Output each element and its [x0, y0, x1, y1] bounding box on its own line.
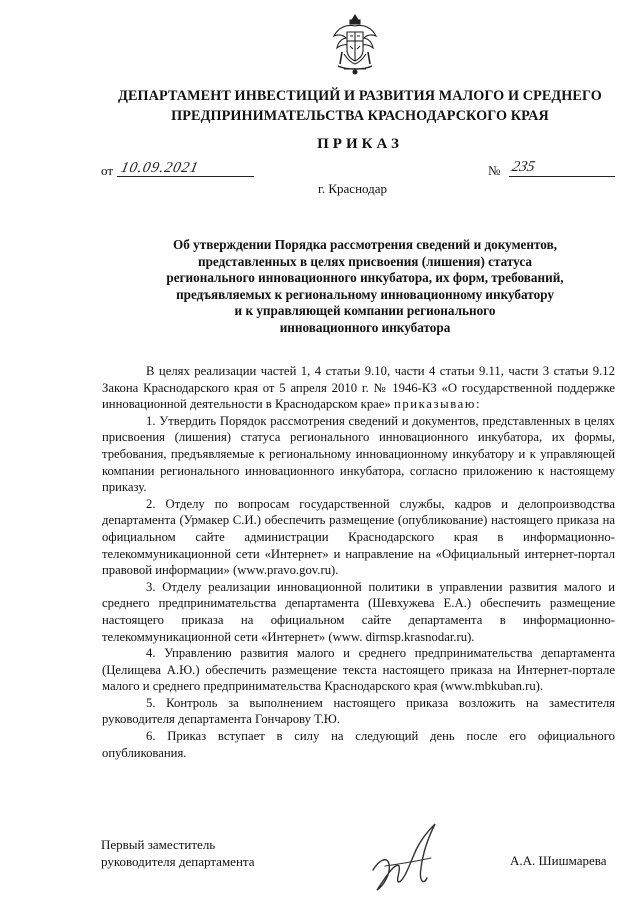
signer-position-line1: Первый заместитель [101, 837, 216, 852]
signer-position-line2: руководителя департамента [101, 854, 255, 869]
signer-name: А.А. Шишмарева [510, 853, 607, 868]
order-item: 4. Управлению развития малого и среднего предпринимательства департамента (Целищева А.Ю.) обеспечить размещение текста настоящего приказа на Интернет-портале малого и среднего предпринимательства Краснодарского края (www.mbkuban.ru). [102, 646, 615, 694]
order-item: 6. Приказ вступает в силу на следующий день после его официального опубликования. [102, 729, 615, 760]
order-subject [115, 237, 615, 337]
department-name-line1: ДЕПАРТАМЕНТ ИНВЕСТИЦИЙ И РАЗВИТИЯ МАЛОГО И СРЕДНЕГО [118, 88, 602, 104]
coat-of-arms-icon [330, 14, 380, 76]
order-body [102, 363, 615, 761]
order-item: 1. Утвердить Порядок рассмотрения сведений и документов, представленных в целях присвоения (лишения) статуса регионального инновационного инкубатора, их формы, требования, предъявляемые к региональному инновационному инкубатору и к управляющей компании регионального инновационного инкубатора, согласно приложению к настоящему приказу. [102, 413, 615, 495]
order-title: ПРИКАЗ [317, 136, 403, 152]
number-underline [509, 176, 615, 177]
order-item: 5. Контроль за выполнением настоящего приказа возложить на заместителя руководителя департамента Гончарову Т.Ю. [102, 695, 615, 727]
order-item: 2. Отделу по вопросам государственной службы, кадров и делопроизводства департамента (Урмакер С.И.) обеспечить размещение (опубликование) настоящего приказа на официальном сайте администрации Краснодарского края в информационно-телекоммуникационной сети «Интернет» и направление на «Официальный интернет-портал правовой информации» (www.pravo.gov.ru). [102, 496, 615, 578]
order-item: 3. Отделу реализации инновационной политики в управлении развития малого и среднего предпринимательства департамента (Шевхужева Е.А.) обеспечить размещение настоящего приказа на официальном сайте департамента в информационно-телекоммуникационной сети «Интернет» (www. dirmsp.krasnodar.ru). [102, 579, 615, 644]
department-name [60, 86, 639, 126]
date-prefix: от [101, 163, 114, 178]
decree-word: приказываю: [393, 397, 482, 412]
handwritten-signature [365, 820, 445, 898]
number-label: № [488, 163, 501, 178]
city: г. Краснодар [318, 181, 388, 196]
order-number: 235 [510, 159, 537, 175]
subject-line: представленных в целях присвоения (лишения) статуса [198, 253, 532, 269]
subject-line: Об утверждении Порядка рассмотрения сведений и документов, [173, 237, 557, 252]
department-name-line2: ПРЕДПРИНИМАТЕЛЬСТВА КРАСНОДАРСКОГО КРАЯ [171, 108, 549, 124]
subject-line: и к управляющей компании регионального [234, 303, 496, 319]
subject-line: регионального инновационного инкубатора, их форм, требований, [166, 270, 564, 286]
subject-line: инновационного инкубатора [279, 319, 451, 335]
order-date: 10.09.2021 [119, 160, 201, 176]
signer-position [101, 836, 255, 870]
intro-paragraph [102, 363, 615, 413]
intro-text: В целях реализации частей 1, 4 статьи 9.10, части 4 статьи 9.11, части 3 статьи 9.12 Закона Краснодарского края от 5 апреля 2010 г. № 1946-КЗ «О государственной поддержке инновационной деятельности в Краснодарском крае» [102, 364, 615, 412]
subject-line: предъявляемых к региональному инновационному инкубатору [176, 286, 554, 302]
